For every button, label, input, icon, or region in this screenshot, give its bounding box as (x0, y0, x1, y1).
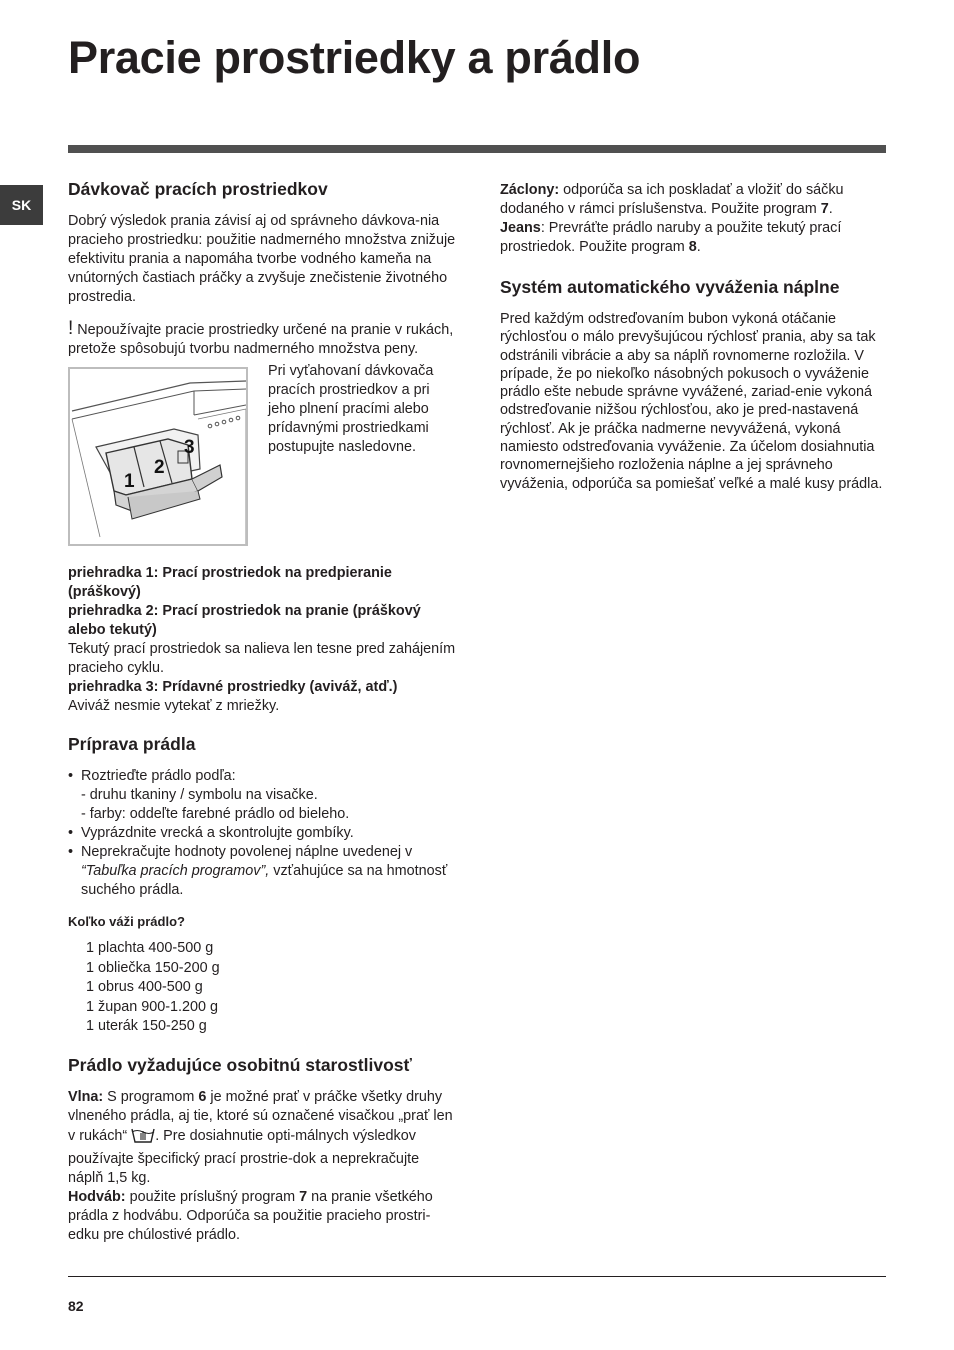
figure-caption: Pri vyťahovaní dávkovača pracích prostriedkov a pri jeho plnení pracími alebo prídavnými prostriedkami postupujte nasledovne. (268, 363, 434, 455)
list-item: 1 obrus 400-500 g (86, 979, 203, 995)
dispenser-figure (68, 363, 458, 546)
list-item: • Neprekračujte hodnoty povolenej náplne uvedenej v “Tabuľka pracích programov”, vzťahujúce sa na hmotnosť suchého prádla. (68, 843, 458, 900)
balancing-heading: Systém automatického vyváženia náplne (500, 277, 840, 297)
dispenser-intro: Dobrý výsledok prania závisí aj od správneho dávkova-nia pracieho prostriedku: použitie nadmerného množstva znižuje efektivitu prania a napomáha tvorbe vodného kameňa na vnútorných častiach práčky a zvyšuje znečistenie životného prostredia. (68, 213, 456, 305)
dispenser-illustration (68, 367, 248, 546)
list-item: 1 uterák 150-250 g (86, 1018, 207, 1034)
dispenser-heading: Dávkovač pracích prostriedkov (68, 179, 328, 199)
warning-text: Nepoužívajte pracie prostriedky určené na pranie v rukách, pretože spôsobujú tvorbu nadmerného množstva peny. (68, 322, 454, 357)
page-title: Pracie prostriedky a prádlo (68, 32, 641, 83)
list-item: • Vyprázdnite vrecká a skontrolujte gombíky. (68, 824, 458, 843)
list-item: 1 župan 900-1.200 g (86, 998, 219, 1015)
compartment-label-3: 3 (184, 437, 195, 458)
wool-paragraph: Vlna: S programom 6 je možné prať v práčke všetky druhy vlneného prádla, aj tie, ktoré sú označené visačkou „prať len v rukách“ . Pre dosiahnutie opti-málnych výsledkov používajte špecifický prací prostrie-dok a neprekračujte náplň 1,5 kg. (68, 1088, 453, 1186)
list-item: 1 obliečka 150-200 g (86, 959, 220, 976)
special-care-heading: Prádlo vyžadujúce osobitnú starostlivosť (68, 1054, 412, 1075)
compartment-2-note: Tekutý prací prostriedok sa nalieva len tesne pred zahájením pracieho cyklu. (68, 641, 456, 676)
list-item: 1 plachta 400-500 g (86, 940, 214, 956)
hand-wash-icon (131, 1126, 155, 1150)
compartment-1: priehradka 1: Prací prostriedok na predpieranie (práškový) (68, 565, 392, 600)
footer-divider (68, 1276, 886, 1277)
preparation-list (68, 767, 458, 900)
page-number: 82 (68, 1298, 84, 1314)
right-column (500, 181, 890, 493)
warning-icon: ! (68, 318, 74, 339)
list-item: • Roztrieďte prádlo podľa: - druhu tkaniny / symbolu na visačke. - farby: oddeľte farebné prádlo od bieleho. (68, 767, 458, 824)
header-divider (68, 145, 886, 153)
left-column (68, 178, 458, 1245)
preparation-heading: Príprava prádla (68, 734, 196, 754)
language-tab: SK (0, 185, 43, 225)
curtains-paragraph: Záclony: odporúča sa ich poskladať a vložiť do sáčku dodaného v rámci príslušenstva. Použite program 7. (500, 182, 844, 217)
weights-list (68, 939, 458, 1037)
compartment-label-1: 1 (124, 471, 135, 492)
compartment-3: priehradka 3: Prídavné prostriedky (aviváž, atď.) (68, 679, 398, 695)
weights-heading: Koľko váži prádlo? (68, 914, 185, 929)
compartment-3-note: Aviváž nesmie vytekať z mriežky. (68, 698, 280, 714)
balancing-text: Pred každým odstreďovaním bubon vykoná otáčanie rýchlosťou o málo prevyšujúcou rýchlosť prania, aby sa tak odstránili vibrácie a aby sa náplň rovnomerne rozložila. V prípade, že po niekoľko násobných pokusoch o vyváženie prádlo ešte nebude správne vyvážené, zariad-enie vykoná odstreďovanie nižšou rýchlosťou, ako je pred-nastavená rýchlosť. Ak je práčka nadmerne nevyvážená, vykoná namiesto odstreďovania vyváženie. Za účelom dosiahnutia rovnomernejšieho rozloženia náplne a jej správneho vyváženia, odporúča sa pomiešať veľké a malé kusy prádla. (500, 311, 883, 492)
silk-paragraph: Hodváb: použite príslušný program 7 na pranie všetkého prádla z hodvábu. Odporúča sa použitie pracieho prostri-edku pre chúlostivé prádlo. (68, 1188, 433, 1243)
compartment-label-2: 2 (154, 457, 165, 478)
detergent-warning (68, 319, 458, 359)
jeans-paragraph: Jeans: Prevráťte prádlo naruby a použite tekutý prací prostriedok. Použite program 8. (500, 220, 842, 255)
compartment-2: priehradka 2: Prací prostriedok na pranie (práškový alebo tekutý) (68, 603, 421, 638)
